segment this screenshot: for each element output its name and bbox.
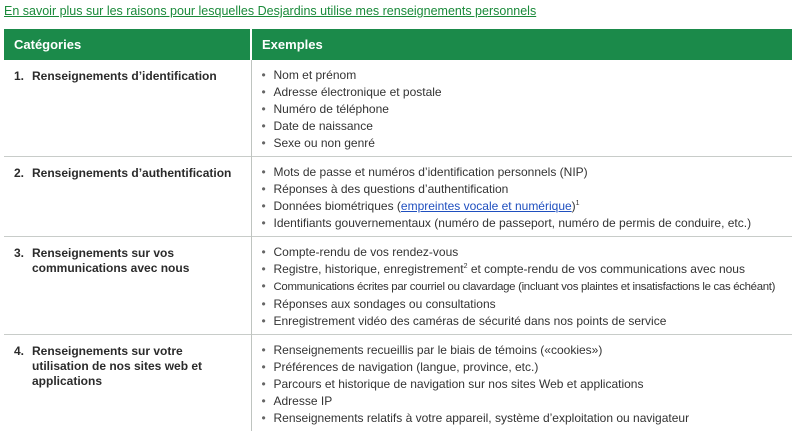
bullet-icon: • [261,119,266,133]
examples-list [252,157,793,236]
examples-list [252,237,793,334]
examples-list [252,335,793,431]
list-item: • Enregistrement vidéo des caméras de sécurité dans nos points de service [261,314,667,328]
bullet-icon: • [261,394,266,408]
list-item: • Renseignements recueillis par le biais de témoins («cookies») [261,343,603,357]
category-label: Renseignements sur votre utilisation de nos sites web et applications [32,344,203,388]
list-item: • Nom et prénom [261,68,357,82]
category-cell [4,157,251,237]
bullet-icon: • [261,85,266,99]
table-row [4,237,792,335]
bullet-icon: • [261,297,266,311]
category-label: Renseignements d’authentification [32,166,232,180]
footnote-marker: 2 [463,263,468,270]
list-item: • Mots de passe et numéros d’identification personnels (NIP) [261,165,588,179]
category-number: 4. [14,344,25,358]
bullet-icon: • [261,68,266,82]
bullet-icon: • [261,199,266,213]
list-item: • Préférences de navigation (langue, province, etc.) [261,360,539,374]
list-item: • Compte-rendu de vos rendez-vous [261,245,459,259]
bullet-icon: • [261,216,266,230]
bullet-icon: • [261,314,266,328]
list-item: • Adresse IP [261,394,333,408]
category-cell [4,237,251,335]
category-cell [4,335,251,432]
examples-list [252,60,793,156]
bullet-icon: • [261,136,266,150]
list-item: • Adresse électronique et postale [261,85,442,99]
list-item: • Réponses aux sondages ou consultations [261,297,496,311]
category-label: Renseignements d’identification [32,69,217,83]
bullet-icon: • [261,182,266,196]
examples-cell [251,237,792,335]
list-item: • Renseignements relatifs à votre appareil, système d’exploitation ou navigateur [261,411,690,425]
bullet-icon: • [261,343,266,357]
list-item: • Numéro de téléphone [261,102,389,116]
bullet-icon: • [261,245,266,259]
table-header-row [4,29,792,60]
list-item: • Sexe ou non genré [261,136,375,150]
category-cell [4,60,251,157]
table-row [4,157,792,237]
bullet-icon: • [261,279,266,293]
header-examples: Exemples [251,29,792,60]
category-number: 1. [14,69,25,83]
table-row [4,60,792,157]
bullet-icon: • [261,377,266,391]
bullet-icon: • [261,360,266,374]
info-link[interactable]: En savoir plus sur les raisons pour lesquelles Desjardins utilise mes renseignements personnels [4,4,537,18]
categories-table [4,29,792,431]
list-item: • Réponses à des questions d’authentification [261,182,509,196]
list-item: • Données biométriques (empreintes vocale et numérique)$^1$ [261,199,580,213]
bullet-icon: • [261,165,266,179]
list-item: • Communications écrites par courriel ou clavardage (incluant vos plaintes et insatisfactions le cas échéant) [261,279,776,293]
list-item: • Registre, historique, enregistrement$^2$ et compte-rendu de vos communications avec nous [261,262,745,276]
category-number: 2. [14,166,25,180]
table-row [4,335,792,432]
examples-cell [251,60,792,157]
category-label: Renseignements sur vos communications avec nous [32,246,190,275]
footnote-marker: 1 [575,200,580,207]
examples-cell [251,157,792,237]
bullet-icon: • [261,262,266,276]
list-item: • Date de naissance [261,119,373,133]
category-number: 3. [14,246,25,260]
bullet-icon: • [261,411,266,425]
examples-cell [251,335,792,432]
list-item: • Identifiants gouvernementaux (numéro de passeport, numéro de permis de conduire, etc.) [261,216,752,230]
biometric-link[interactable]: empreintes vocale et numérique [400,199,572,213]
list-item: • Parcours et historique de navigation sur nos sites Web et applications [261,377,644,391]
header-categories: Catégories [4,29,251,60]
bullet-icon: • [261,102,266,116]
